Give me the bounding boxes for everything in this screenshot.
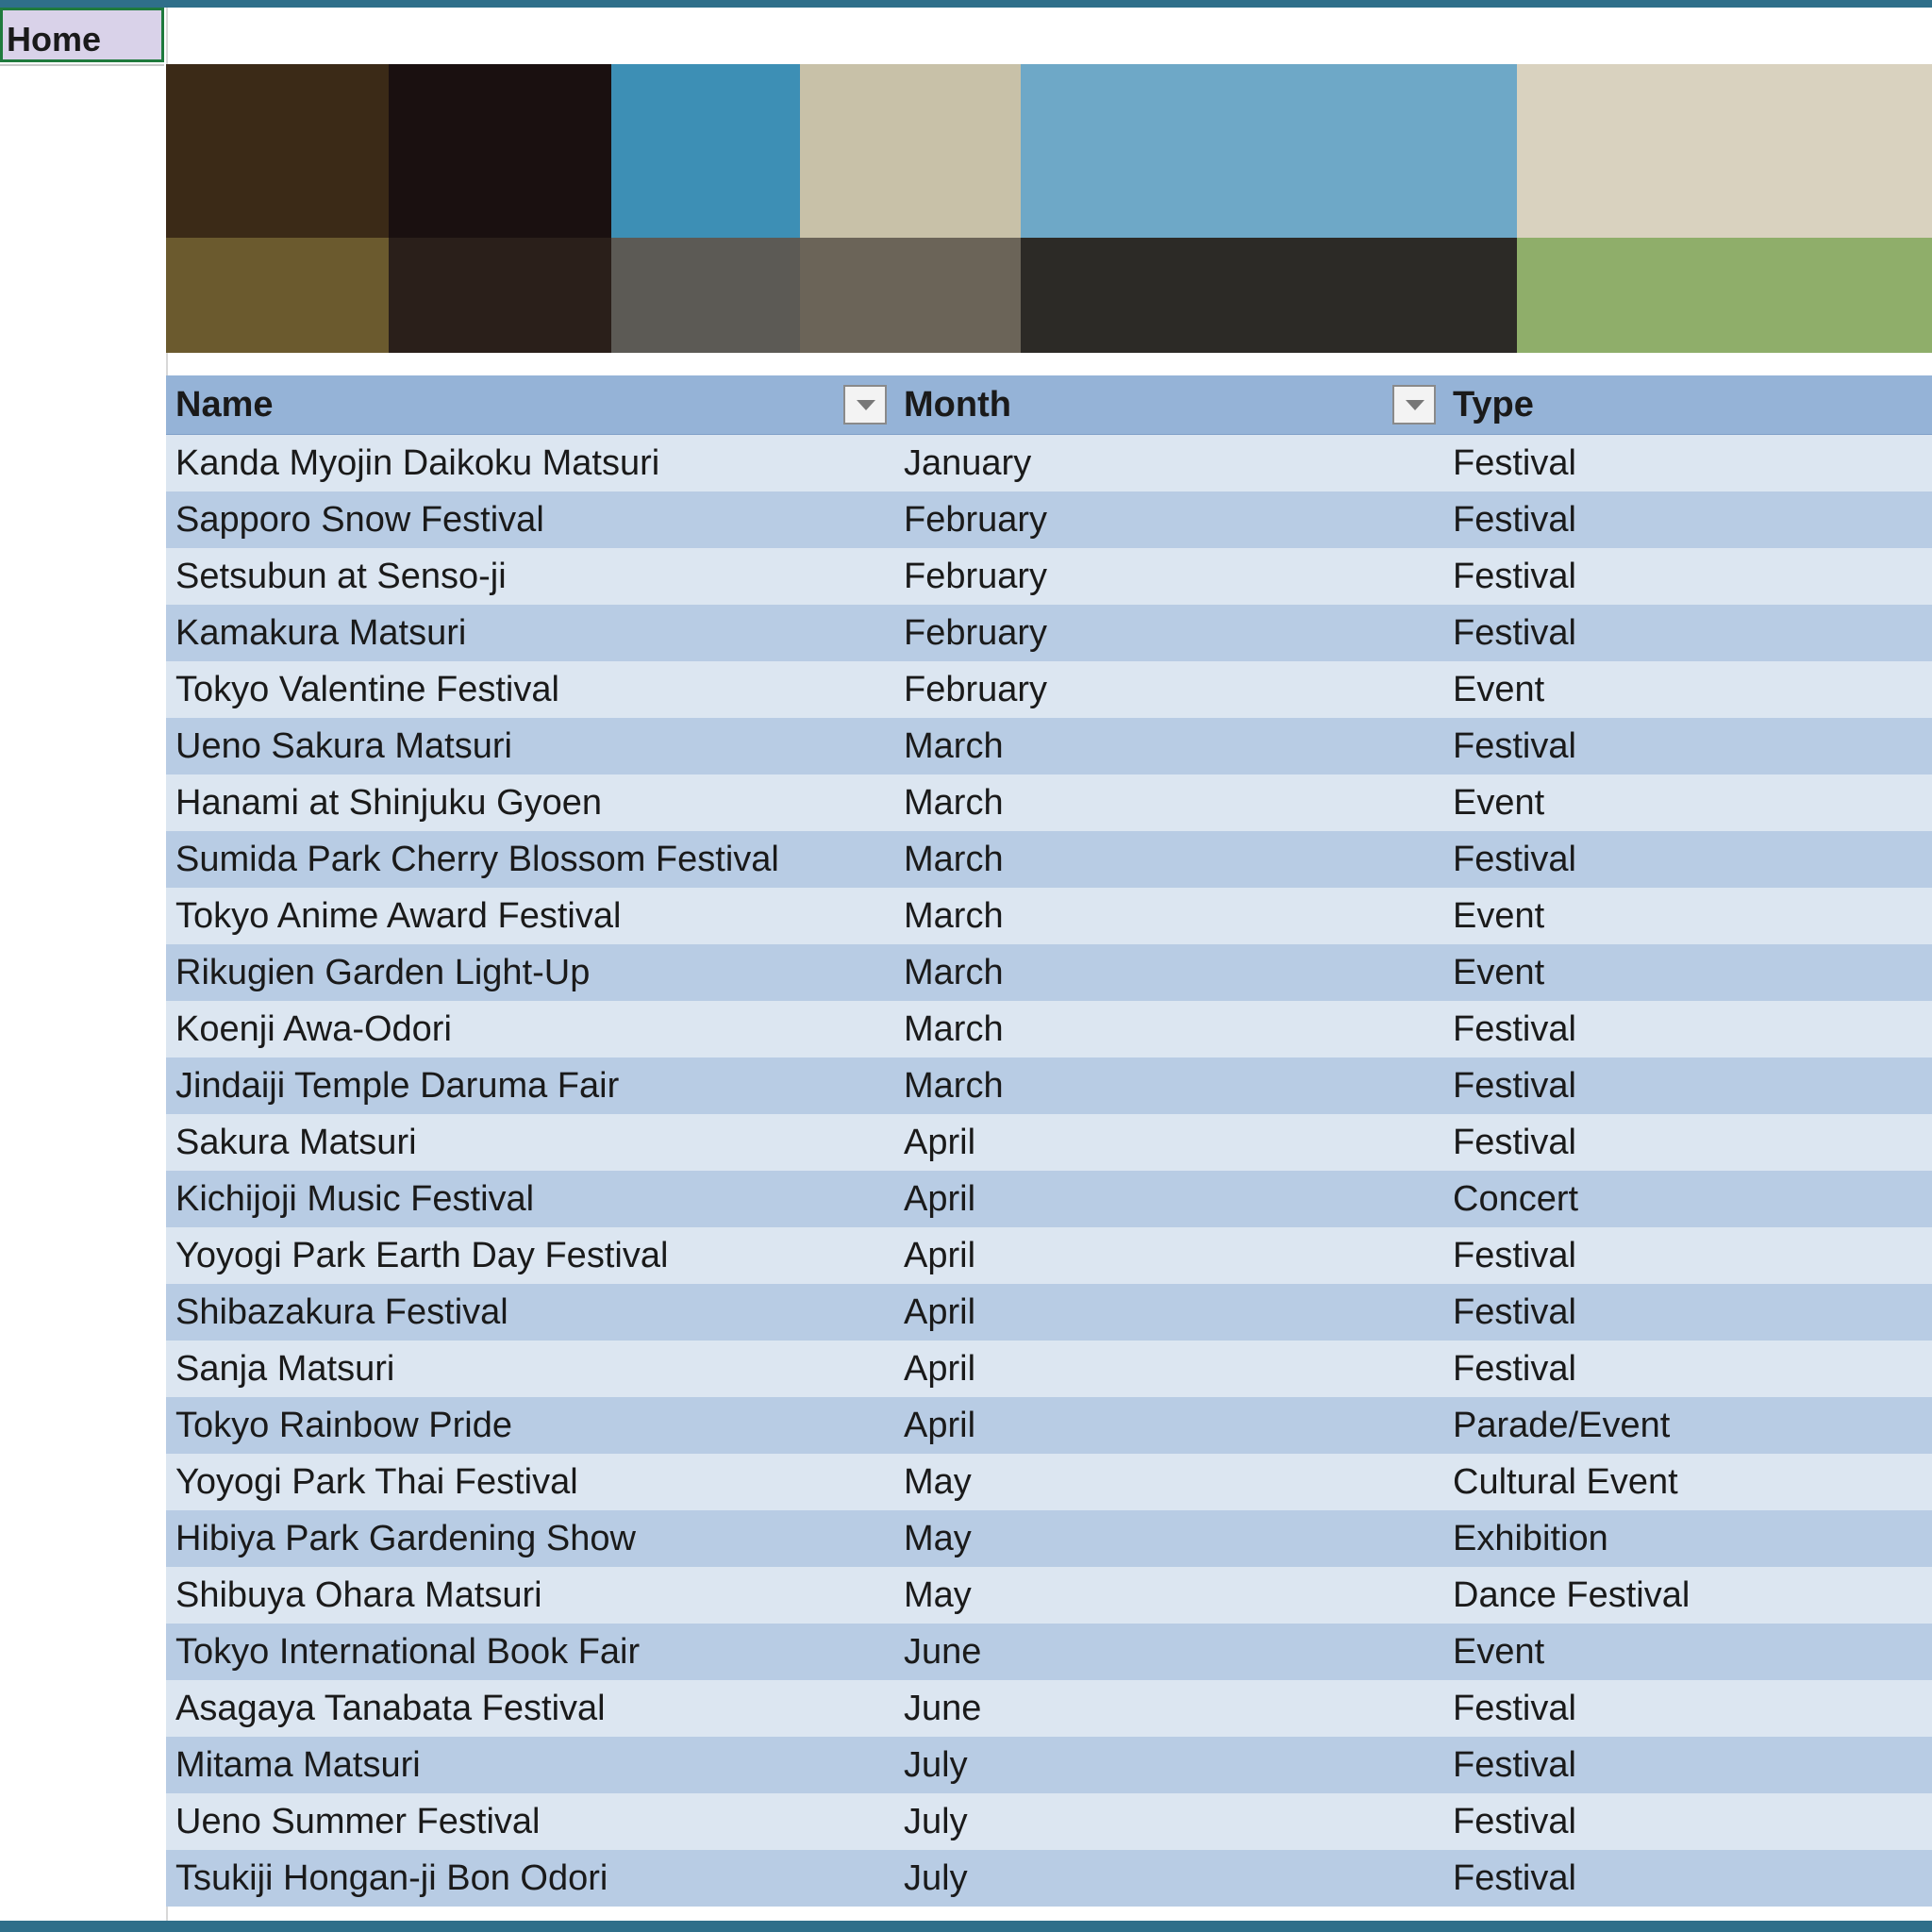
cell-type[interactable]: Festival	[1453, 1123, 1576, 1162]
cell-type[interactable]: Festival	[1453, 1349, 1576, 1389]
table-row[interactable]	[166, 1284, 1932, 1341]
cell-type[interactable]: Event	[1453, 670, 1545, 709]
header-month: Month	[904, 385, 1011, 425]
cell-type[interactable]: Event	[1453, 953, 1545, 992]
table-header	[166, 375, 1932, 435]
cell-month[interactable]: March	[904, 953, 1004, 992]
table-row[interactable]	[166, 1454, 1932, 1510]
cell-month[interactable]: April	[904, 1349, 976, 1389]
cell-name[interactable]: Rikugien Garden Light-Up	[175, 953, 591, 992]
table-row[interactable]	[166, 888, 1932, 944]
table-row[interactable]	[166, 1397, 1932, 1454]
table-row[interactable]	[166, 435, 1932, 491]
cell-type[interactable]: Festival	[1453, 1009, 1576, 1049]
cell-month[interactable]: March	[904, 1009, 1004, 1049]
cell-name[interactable]: Tsukiji Hongan-ji Bon Odori	[175, 1858, 608, 1898]
cell-name[interactable]: Yoyogi Park Thai Festival	[175, 1462, 578, 1502]
cell-month[interactable]: April	[904, 1406, 976, 1445]
cell-name[interactable]: Shibuya Ohara Matsuri	[175, 1575, 542, 1615]
cell-type[interactable]: Exhibition	[1453, 1519, 1608, 1558]
festival-table	[166, 375, 1932, 1907]
table-row[interactable]	[166, 1850, 1932, 1907]
table-row[interactable]	[166, 1227, 1932, 1284]
cell-month[interactable]: June	[904, 1689, 982, 1728]
shrine-gate-photo	[611, 64, 800, 353]
cell-month[interactable]: January	[904, 443, 1032, 483]
cell-gridline	[0, 64, 164, 66]
cell-month[interactable]: July	[904, 1745, 968, 1785]
cell-month[interactable]: April	[904, 1179, 976, 1219]
bottom-border	[0, 1921, 1932, 1932]
top-border	[0, 0, 1932, 8]
cell-name[interactable]: Tokyo Rainbow Pride	[175, 1406, 512, 1445]
cell-type[interactable]: Festival	[1453, 1689, 1576, 1728]
cell-month[interactable]: February	[904, 670, 1048, 709]
table-row[interactable]	[166, 1510, 1932, 1567]
lantern-alley-photo	[166, 64, 389, 353]
cell-month[interactable]: February	[904, 557, 1048, 596]
cell-type[interactable]: Event	[1453, 783, 1545, 823]
cell-month[interactable]: May	[904, 1519, 972, 1558]
cell-month[interactable]: April	[904, 1236, 976, 1275]
table-row[interactable]	[166, 718, 1932, 774]
cell-name[interactable]: Tokyo Valentine Festival	[175, 670, 559, 709]
cell-type[interactable]: Festival	[1453, 1858, 1576, 1898]
table-row[interactable]	[166, 1680, 1932, 1737]
cell-type[interactable]: Festival	[1453, 726, 1576, 766]
cell-type[interactable]: Event	[1453, 1632, 1545, 1672]
cell-type[interactable]: Festival	[1453, 1292, 1576, 1332]
table-row[interactable]	[166, 1567, 1932, 1624]
cell-name[interactable]: Sanja Matsuri	[175, 1349, 395, 1389]
table-row[interactable]	[166, 944, 1932, 1001]
table-row[interactable]	[166, 1793, 1932, 1850]
month-filter-dropdown-icon[interactable]	[1392, 385, 1436, 425]
cell-name[interactable]: Kichijoji Music Festival	[175, 1179, 535, 1219]
cell-name[interactable]: Yoyogi Park Earth Day Festival	[175, 1236, 669, 1275]
cell-name[interactable]: Ueno Summer Festival	[175, 1802, 541, 1841]
table-row[interactable]	[166, 491, 1932, 548]
cell-month[interactable]: May	[904, 1575, 972, 1615]
cell-month[interactable]: March	[904, 783, 1004, 823]
table-row[interactable]	[166, 1058, 1932, 1114]
cell-name[interactable]: Hanami at Shinjuku Gyoen	[175, 783, 603, 823]
cell-type[interactable]: Festival	[1453, 1066, 1576, 1106]
mountain-crowd-photo	[1021, 64, 1517, 353]
neon-street-photo	[389, 64, 611, 353]
table-row[interactable]	[166, 1114, 1932, 1171]
cell-month[interactable]: April	[904, 1292, 976, 1332]
cell-name[interactable]: Tokyo Anime Award Festival	[175, 896, 622, 936]
cell-type[interactable]: Event	[1453, 896, 1545, 936]
cell-month[interactable]: March	[904, 1066, 1004, 1106]
cell-name[interactable]: Ueno Sakura Matsuri	[175, 726, 512, 766]
cell-name[interactable]: Kanda Myojin Daikoku Matsuri	[175, 443, 660, 483]
cell-type[interactable]: Parade/Event	[1453, 1406, 1671, 1445]
cell-name[interactable]: Koenji Awa-Odori	[175, 1009, 452, 1049]
cell-name[interactable]: Asagaya Tanabata Festival	[175, 1689, 606, 1728]
cell-name[interactable]: Mitama Matsuri	[175, 1745, 421, 1785]
cell-month[interactable]: March	[904, 896, 1004, 936]
cell-name[interactable]: Hibiya Park Gardening Show	[175, 1519, 636, 1558]
cell-name[interactable]: Sumida Park Cherry Blossom Festival	[175, 840, 779, 879]
cell-month[interactable]: June	[904, 1632, 982, 1672]
cell-type[interactable]: Festival	[1453, 1745, 1576, 1785]
table-row[interactable]	[166, 831, 1932, 888]
table-row[interactable]	[166, 1624, 1932, 1680]
name-filter-dropdown-icon[interactable]	[843, 385, 887, 425]
cell-month[interactable]: March	[904, 840, 1004, 879]
cell-month[interactable]: February	[904, 613, 1048, 653]
cell-type[interactable]: Dance Festival	[1453, 1575, 1690, 1615]
table-row[interactable]	[166, 1001, 1932, 1058]
table-row[interactable]	[166, 548, 1932, 605]
cell-name[interactable]: Shibazakura Festival	[175, 1292, 508, 1332]
cell-name[interactable]: Kamakura Matsuri	[175, 613, 467, 653]
table-row[interactable]	[166, 605, 1932, 661]
table-body	[166, 435, 1932, 1907]
header-type: Type	[1453, 385, 1534, 425]
cell-type[interactable]: Festival	[1453, 1236, 1576, 1275]
sake-barrels-photo	[1517, 64, 1932, 353]
cell-type[interactable]: Festival	[1453, 840, 1576, 879]
photo-banner	[166, 64, 1932, 353]
cell-type[interactable]: Festival	[1453, 613, 1576, 653]
cell-type[interactable]: Festival	[1453, 500, 1576, 540]
home-label: Home	[7, 20, 102, 58]
cell-type[interactable]: Festival	[1453, 1802, 1576, 1841]
cell-name[interactable]: Setsubun at Senso-ji	[175, 557, 507, 596]
cell-type[interactable]: Concert	[1453, 1179, 1579, 1219]
cell-month[interactable]: May	[904, 1462, 972, 1502]
table-row[interactable]	[166, 1737, 1932, 1793]
cell-month[interactable]: April	[904, 1123, 976, 1162]
cell-name[interactable]: Tokyo International Book Fair	[175, 1632, 641, 1672]
cell-type[interactable]: Cultural Event	[1453, 1462, 1678, 1502]
table-row[interactable]	[166, 661, 1932, 718]
cell-month[interactable]: July	[904, 1858, 968, 1898]
cell-name[interactable]: Sapporo Snow Festival	[175, 500, 544, 540]
cell-type[interactable]: Festival	[1453, 443, 1576, 483]
cell-month[interactable]: March	[904, 726, 1004, 766]
table-row[interactable]	[166, 774, 1932, 831]
cell-name[interactable]: Sakura Matsuri	[175, 1123, 417, 1162]
cell-month[interactable]: February	[904, 500, 1048, 540]
home-link-cell[interactable]	[0, 8, 164, 62]
cell-month[interactable]: July	[904, 1802, 968, 1841]
ramen-shop-photo	[800, 64, 1021, 353]
cell-type[interactable]: Festival	[1453, 557, 1576, 596]
cell-name[interactable]: Jindaiji Temple Daruma Fair	[175, 1066, 620, 1106]
table-row[interactable]	[166, 1341, 1932, 1397]
header-name: Name	[175, 385, 274, 425]
table-row[interactable]	[166, 1171, 1932, 1227]
